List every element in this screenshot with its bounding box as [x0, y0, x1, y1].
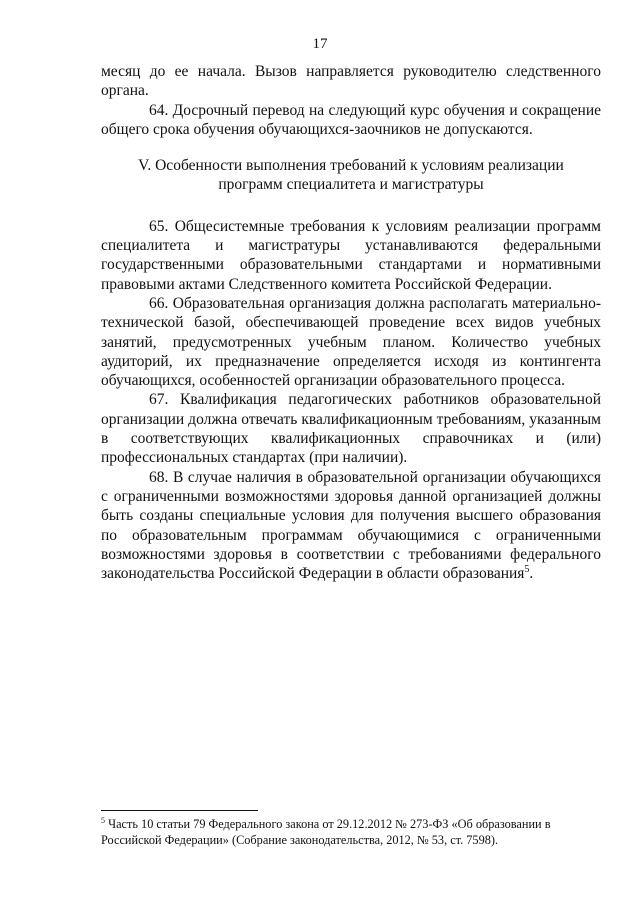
paragraph-67: 67. Квалификация педагогических работников образовательной организации должна отвечать квалификационным требованиям, указанным в соответствующих квалификационных справочниках и (или) профессиональных стандартах (при наличии). [101, 391, 601, 467]
section-heading [101, 156, 601, 195]
paragraph-68 [101, 468, 601, 584]
footnote-text: Часть 10 статьи 79 Федерального закона от 29.12.2012 № 273-ФЗ «Об образовании в Российской Федерации» (Собрание законодательства, 2012, № 53, ст. 7598). [101, 817, 551, 847]
footnote-marker: 5 [101, 815, 105, 825]
paragraph-64: 64. Досрочный перевод на следующий курс обучения и сокращение общего срока обучения обучающихся-заочников не допускаются. [101, 101, 601, 138]
page-number: 17 [312, 36, 328, 52]
footnote-reference: 5 [524, 563, 530, 575]
footnote-separator [101, 810, 258, 811]
footnote [101, 816, 591, 848]
section-heading-line-2: программ специалитета и магистратуры [218, 176, 484, 194]
paragraph-65: 65. Общесистемные требования к условиям реализации программ специалитета и магистратуры устанавливаются федеральными государственными образовательными стандартами и нормативными правовыми актами Следственного комитета Российской Федерации. [101, 217, 601, 293]
paragraph-63-end: месяц до ее начала. Вызов направляется руководителю следственного органа. [101, 63, 601, 100]
paragraph-68-text: 68. В случае наличия в образовательной организации обучающихся с ограниченными возможностями здоровья данной организацией должны быть созданы специальные условия для получения высшего образования по образовательным программам обучающимися с ограниченными возможностями здоровья в соответствии с требованиями федерального законодательства Российской Федерации в области образования [101, 468, 601, 583]
paragraph-68-end: . [529, 565, 534, 583]
section-heading-line-1: V. Особенности выполнения требований к условиям реализации [138, 157, 564, 175]
document-body [101, 62, 601, 583]
paragraph-66: 66. Образовательная организация должна располагать материально-технической базой, обеспечивающей проведение всех видов учебных занятий, предусмотренных учебным планом. Количество учебных аудиторий, их предназначение определяется исходя из контингента обучающихся, особенностей организации образовательного процесса. [101, 294, 601, 390]
